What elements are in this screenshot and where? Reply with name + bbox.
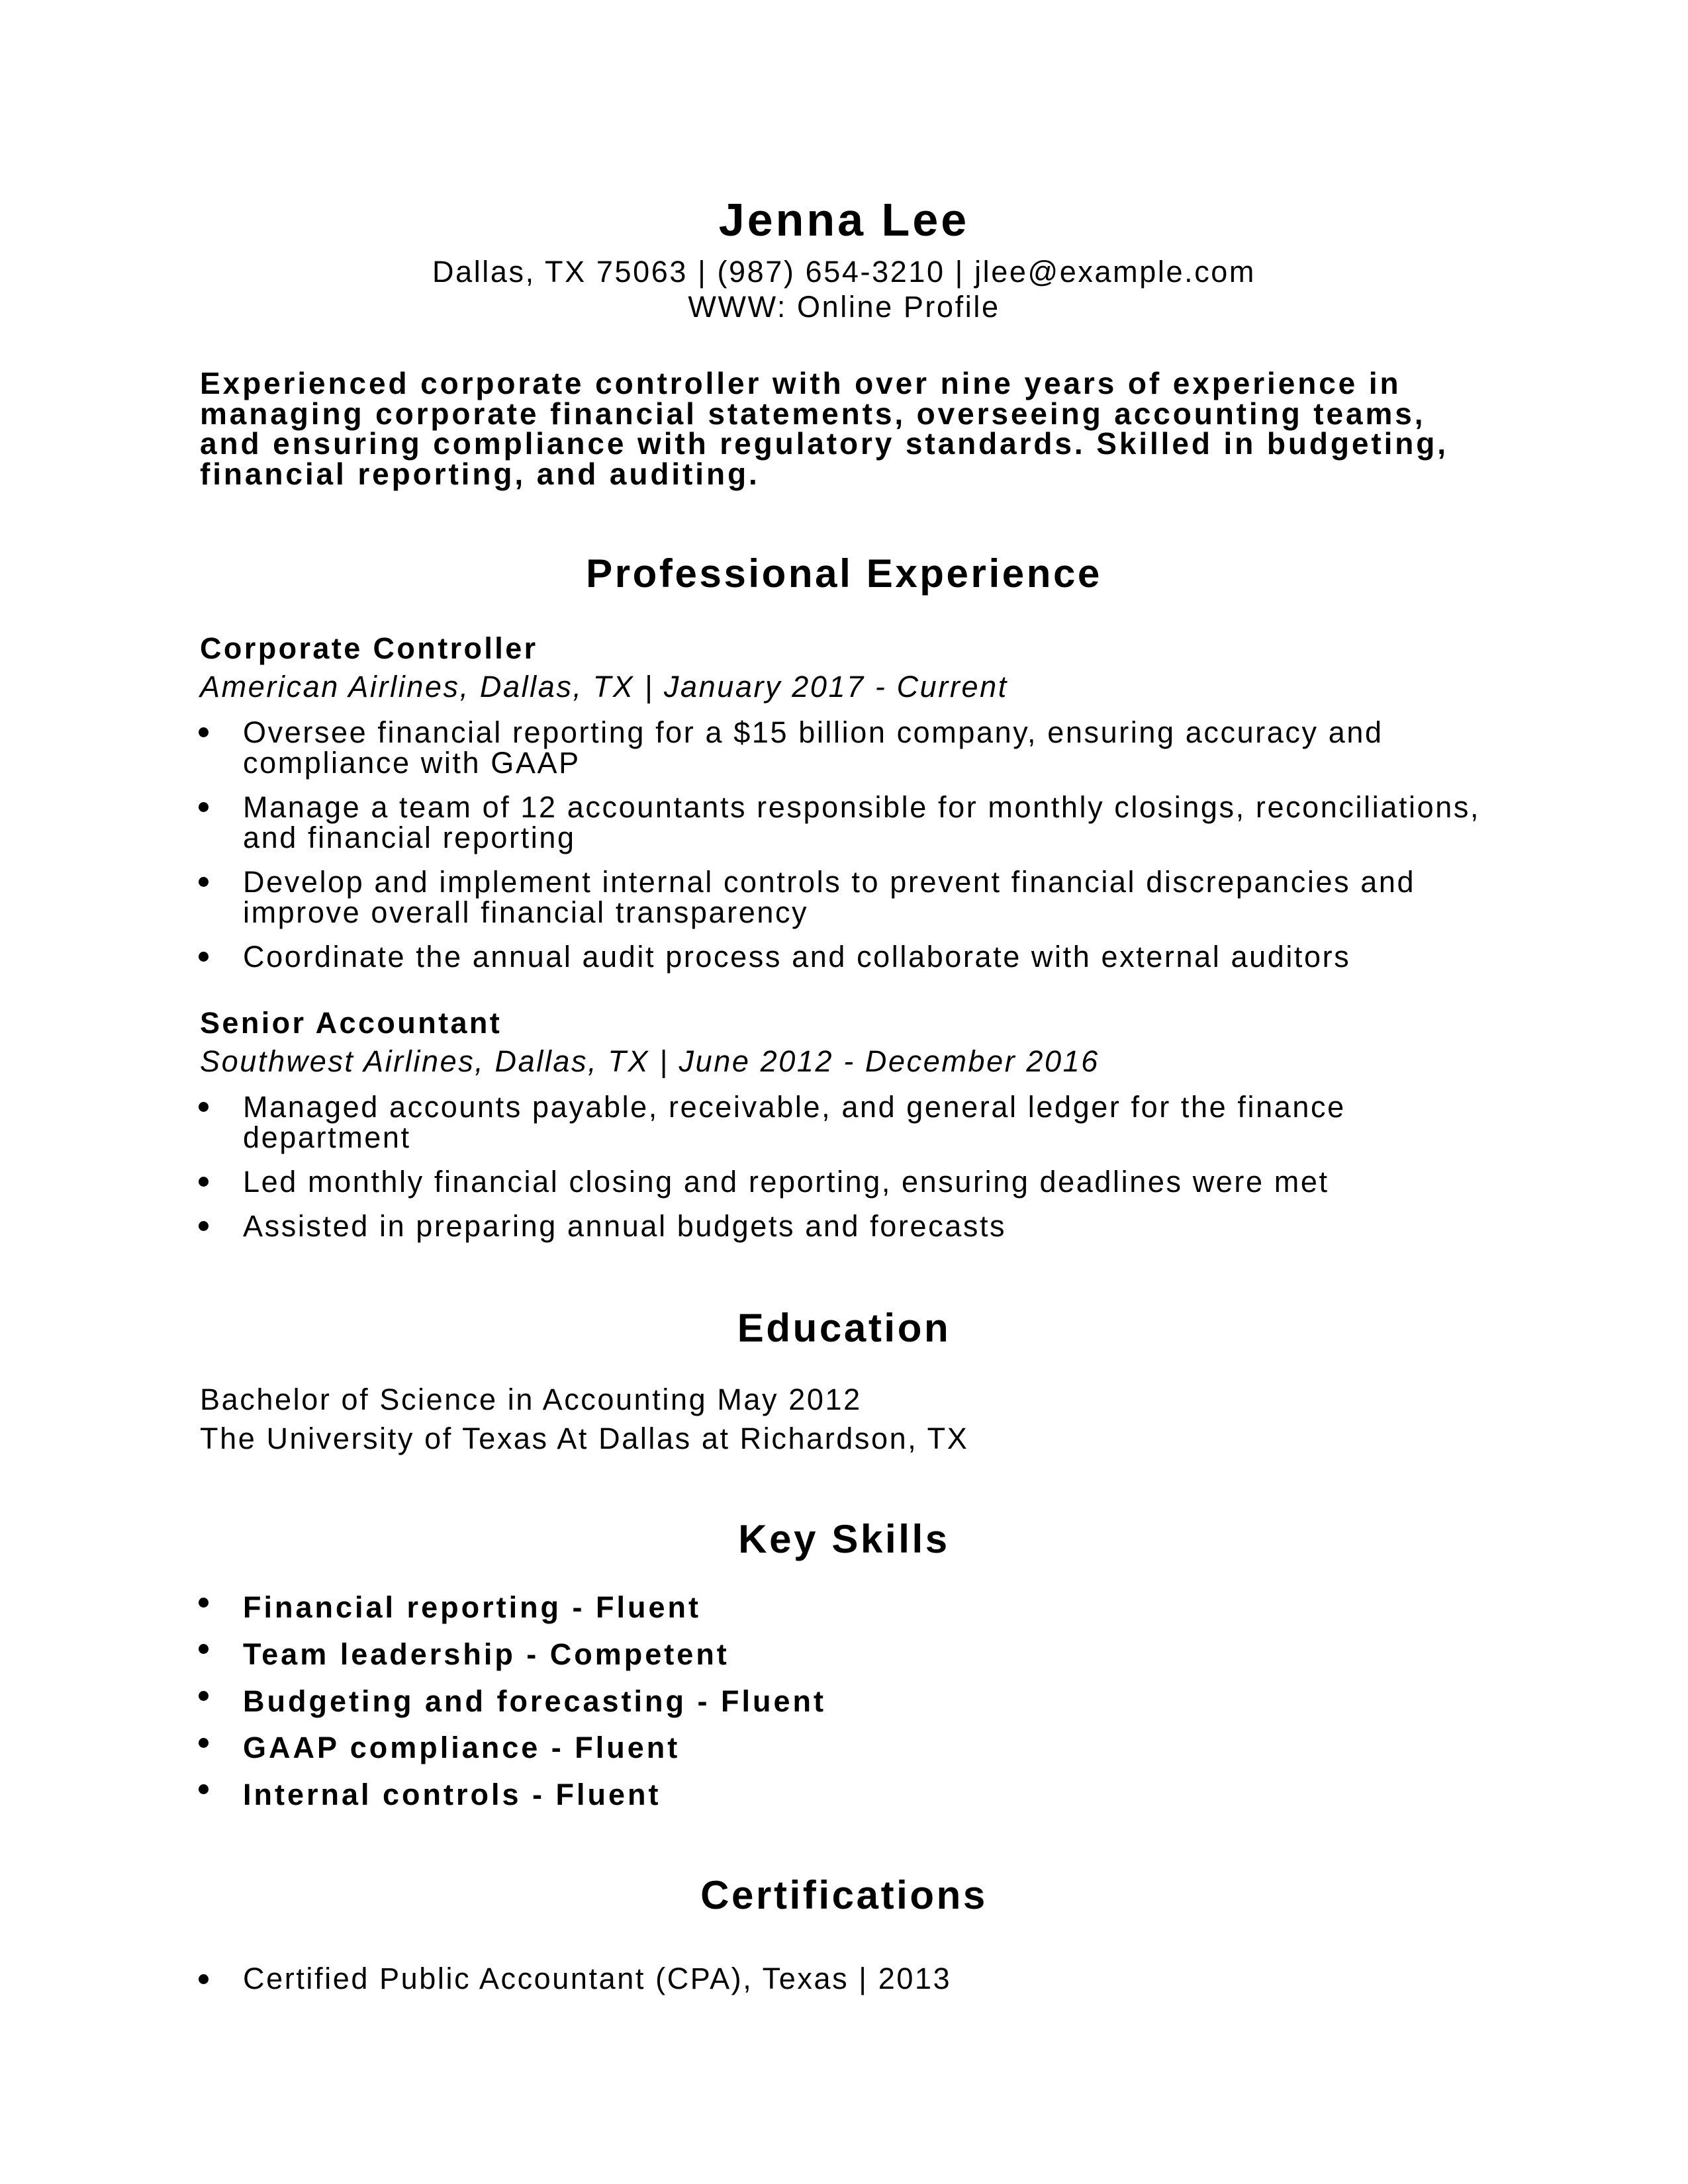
certification-text: Certified Public Accountant (CPA), Texas | 2013: [243, 1962, 952, 1995]
bullet-icon: [199, 1644, 209, 1654]
bullet-icon: [199, 1738, 209, 1748]
bullet-icon: [199, 1784, 209, 1794]
job-title: Corporate Controller: [200, 631, 538, 665]
bullet-icon: [199, 802, 209, 812]
bullet-text: Manage a team of 12 accountants responsible for monthly closings, reconciliations, and financial reporting: [243, 790, 1481, 854]
skill-text: Financial reporting - Fluent: [243, 1590, 702, 1624]
section-heading-skills: Key Skills: [738, 1517, 950, 1561]
bullet-text: Develop and implement internal controls to prevent financial discrepancies and improve overall financial transparency: [243, 865, 1416, 929]
bullet-text: Managed accounts payable, receivable, and general ledger for the finance department: [243, 1090, 1346, 1154]
web-profile-line: WWW: Online Profile: [688, 290, 1000, 324]
bullet-text: Led monthly financial closing and reporting, ensuring deadlines were met: [243, 1165, 1329, 1199]
skill-text: GAAP compliance - Fluent: [243, 1731, 680, 1764]
job-employer-dates: Southwest Airlines, Dallas, TX | June 2012 - December 2016: [200, 1044, 1100, 1078]
bullet-icon: [199, 727, 209, 737]
section-heading-education: Education: [737, 1306, 951, 1350]
skill-text: Internal controls - Fluent: [243, 1778, 661, 1811]
education-school: The University of Texas At Dallas at Richardson, TX: [200, 1422, 969, 1455]
bullet-text: Coordinate the annual audit process and collaborate with external auditors: [243, 940, 1351, 974]
education-degree: Bachelor of Science in Accounting May 2012: [200, 1383, 862, 1416]
professional-summary: Experienced corporate controller with over nine years of experience in managing corporate financial statements, overseeing accounting teams, and ensuring compliance with regulatory standards. Skilled in budgeting, financial reporting, and auditing.: [200, 366, 1448, 491]
bullet-icon: [199, 1102, 209, 1112]
bullet-icon: [199, 952, 209, 962]
section-heading-experience: Professional Experience: [586, 551, 1102, 596]
bullet-icon: [199, 1691, 209, 1701]
bullet-icon: [199, 877, 209, 887]
candidate-name: Jenna Lee: [718, 194, 970, 246]
job-employer-dates: American Airlines, Dallas, TX | January 2017 - Current: [200, 670, 1008, 704]
bullet-icon: [199, 1177, 209, 1187]
bullet-text: Assisted in preparing annual budgets and forecasts: [243, 1209, 1007, 1243]
bullet-icon: [199, 1221, 209, 1231]
contact-line: Dallas, TX 75063 | (987) 654-3210 | jlee@example.com: [432, 255, 1256, 289]
bullet-icon: [199, 1598, 209, 1608]
section-heading-certifications: Certifications: [700, 1873, 988, 1917]
skill-text: Budgeting and forecasting - Fluent: [243, 1684, 826, 1718]
bullet-icon: [199, 1974, 209, 1984]
skill-text: Team leadership - Competent: [243, 1637, 729, 1671]
job-title: Senior Accountant: [200, 1006, 502, 1040]
bullet-text: Oversee financial reporting for a $15 billion company, ensuring accuracy and compliance with GAAP: [243, 715, 1383, 780]
